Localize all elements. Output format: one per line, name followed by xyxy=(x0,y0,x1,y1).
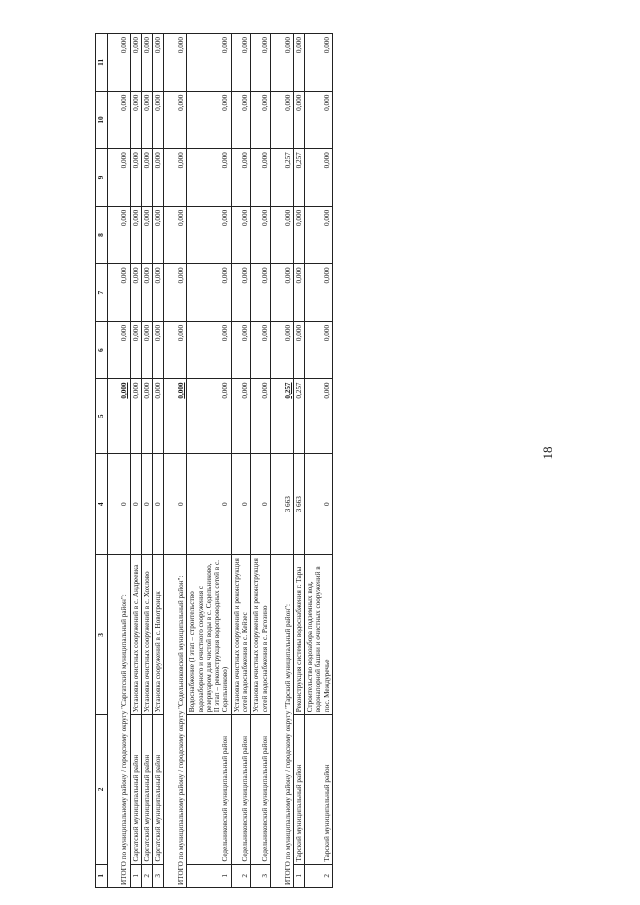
cell: 0,000 xyxy=(305,34,333,92)
table-row xyxy=(153,34,164,888)
cell: 0,000 xyxy=(153,149,164,207)
district-cell: Седельниковский муниципальный район xyxy=(231,715,251,864)
district-cell: Тарский муниципальный район xyxy=(305,715,333,864)
cell: 0,000 xyxy=(130,149,141,207)
total-label: ИТОГО по муниципальному району / городскому округу "Седельниковский муниципальный район": xyxy=(164,555,187,888)
row-index: 3 xyxy=(153,864,164,887)
cell: 0,000 xyxy=(164,379,187,454)
table-row xyxy=(141,34,152,888)
district-cell: Тарский муниципальный район xyxy=(293,715,304,864)
cell: 0,000 xyxy=(251,34,271,92)
cell: 0 xyxy=(107,454,130,555)
district-cell: Седельниковский муниципальный район xyxy=(187,715,231,864)
cell: 0,000 xyxy=(231,264,251,322)
row-index: 1 xyxy=(187,864,231,887)
column-header: 8 xyxy=(96,206,108,264)
column-header: 10 xyxy=(96,91,108,149)
cell: 0,000 xyxy=(164,34,187,92)
cell: 0,000 xyxy=(293,206,304,264)
cell: 0,000 xyxy=(107,34,130,92)
cell: 0,000 xyxy=(130,379,141,454)
cell: 0,000 xyxy=(231,34,251,92)
cell: 0,000 xyxy=(153,206,164,264)
table-row xyxy=(305,34,333,888)
cell: 0,000 xyxy=(231,379,251,454)
cell: 0,000 xyxy=(164,91,187,149)
cell: 0,000 xyxy=(187,206,231,264)
column-header: 4 xyxy=(96,454,108,555)
cell: 0,000 xyxy=(251,321,271,379)
cell: 0,000 xyxy=(231,149,251,207)
cell: 0,000 xyxy=(251,206,271,264)
column-header: 1 xyxy=(96,864,108,887)
cell: 0,000 xyxy=(270,321,293,379)
district-cell: Саргатский муниципальный район xyxy=(141,715,152,864)
object-cell: Установка очистных сооружений в с. Хохлово xyxy=(141,555,152,715)
object-cell: Установка очистных сооружений в с. Андреевка xyxy=(130,555,141,715)
cell: 0,000 xyxy=(130,321,141,379)
cell: 0,000 xyxy=(270,206,293,264)
object-cell: Установка очистных сооружений и реконструкция сетей водоснабжения в с. Кейзес xyxy=(231,555,251,715)
cell: 0 xyxy=(141,454,152,555)
column-header: 11 xyxy=(96,34,108,92)
cell: 0,000 xyxy=(231,321,251,379)
cell: 0,257 xyxy=(270,379,293,454)
cell: 0,000 xyxy=(305,379,333,454)
cell: 3 663 xyxy=(293,454,304,555)
column-header: 2 xyxy=(96,715,108,864)
cell: 0,000 xyxy=(251,379,271,454)
cell: 0,000 xyxy=(153,34,164,92)
row-index: 3 xyxy=(251,864,271,887)
cell: 0,000 xyxy=(187,264,231,322)
cell: 0,000 xyxy=(107,206,130,264)
cell: 0,000 xyxy=(141,264,152,322)
cell: 0,000 xyxy=(293,34,304,92)
row-index: 2 xyxy=(305,864,333,887)
cell: 0,000 xyxy=(141,321,152,379)
total-row xyxy=(107,34,130,888)
cell: 0 xyxy=(251,454,271,555)
cell: 0,000 xyxy=(187,149,231,207)
table-row xyxy=(130,34,141,888)
cell: 0,000 xyxy=(305,321,333,379)
cell: 0,000 xyxy=(141,206,152,264)
cell: 0,257 xyxy=(293,379,304,454)
object-cell: Реконструкция системы водоснабжения г. Тары xyxy=(293,555,304,715)
column-header: 5 xyxy=(96,379,108,454)
cell: 0,000 xyxy=(187,321,231,379)
cell: 0,000 xyxy=(107,264,130,322)
cell: 0,000 xyxy=(153,264,164,322)
cell: 0 xyxy=(187,454,231,555)
table-row xyxy=(293,34,304,888)
cell: 0,000 xyxy=(187,34,231,92)
cell: 0,000 xyxy=(251,149,271,207)
cell: 0,000 xyxy=(270,91,293,149)
cell: 0 xyxy=(153,454,164,555)
cell: 0,000 xyxy=(251,91,271,149)
cell: 0,000 xyxy=(231,206,251,264)
cell: 0,000 xyxy=(305,149,333,207)
district-cell: Саргатский муниципальный район xyxy=(153,715,164,864)
cell: 0,000 xyxy=(107,91,130,149)
column-header: 7 xyxy=(96,264,108,322)
object-cell: Установка очистных сооружений и реконструкция сетей водоснабжения в с. Рагозино xyxy=(251,555,271,715)
cell: 0,000 xyxy=(107,149,130,207)
object-cell: Установка сооружений в с. Новотроицк xyxy=(153,555,164,715)
cell: 0,000 xyxy=(153,379,164,454)
total-label: ИТОГО по муниципальному району / городскому округу "Тарский муниципальный район": xyxy=(270,555,293,888)
row-index: 1 xyxy=(293,864,304,887)
cell: 0 xyxy=(231,454,251,555)
table-row xyxy=(231,34,251,888)
cell: 0,000 xyxy=(107,379,130,454)
cell: 0 xyxy=(130,454,141,555)
cell: 0,000 xyxy=(305,91,333,149)
object-cell: Водоснабжение (I этап – строительство водозаборного и очистного сооружения с резервуаром для чистой воды в с. Седельниково, II этап – реконструкция водопроводных сетей в с. Седельниково) xyxy=(187,555,231,715)
cell: 0 xyxy=(305,454,333,555)
cell: 0,000 xyxy=(164,206,187,264)
data-table xyxy=(95,33,333,888)
total-row xyxy=(164,34,187,888)
cell: 0,000 xyxy=(251,264,271,322)
cell: 0,000 xyxy=(107,321,130,379)
cell: 0,000 xyxy=(130,264,141,322)
total-row xyxy=(270,34,293,888)
cell: 0,000 xyxy=(270,264,293,322)
cell: 0,000 xyxy=(141,379,152,454)
cell: 0,000 xyxy=(130,34,141,92)
cell: 0,000 xyxy=(305,206,333,264)
cell: 0 xyxy=(164,454,187,555)
column-header: 3 xyxy=(96,555,108,715)
cell: 0,257 xyxy=(270,149,293,207)
row-index: 2 xyxy=(141,864,152,887)
rotated-table-container xyxy=(95,33,333,888)
row-index: 1 xyxy=(130,864,141,887)
cell: 0,000 xyxy=(231,91,251,149)
row-index: 2 xyxy=(231,864,251,887)
cell: 0,000 xyxy=(293,264,304,322)
cell: 0,000 xyxy=(187,379,231,454)
cell: 0,000 xyxy=(305,264,333,322)
cell: 0,000 xyxy=(187,91,231,149)
cell: 0,000 xyxy=(141,34,152,92)
cell: 0,257 xyxy=(293,149,304,207)
cell: 0,000 xyxy=(153,321,164,379)
object-cell: Строительство водозабора подземных вод, водонапорной башни и очистных сооружений в пос. Междуречье xyxy=(305,555,333,715)
cell: 0,000 xyxy=(293,91,304,149)
column-header: 9 xyxy=(96,149,108,207)
table-row xyxy=(251,34,271,888)
cell: 0,000 xyxy=(153,91,164,149)
total-label: ИТОГО по муниципальному району / городскому округу "Саргатский муниципальный район": xyxy=(107,555,130,888)
cell: 0,000 xyxy=(164,264,187,322)
cell: 0,000 xyxy=(293,321,304,379)
cell: 0,000 xyxy=(164,149,187,207)
table-row xyxy=(187,34,231,888)
cell: 3 663 xyxy=(270,454,293,555)
page-number: 18 xyxy=(540,446,555,460)
cell: 0,000 xyxy=(270,34,293,92)
cell: 0,000 xyxy=(141,149,152,207)
district-cell: Седельниковский муниципальный район xyxy=(251,715,271,864)
cell: 0,000 xyxy=(141,91,152,149)
column-header: 6 xyxy=(96,321,108,379)
cell: 0,000 xyxy=(130,206,141,264)
district-cell: Саргатский муниципальный район xyxy=(130,715,141,864)
cell: 0,000 xyxy=(130,91,141,149)
cell: 0,000 xyxy=(164,321,187,379)
header-row xyxy=(96,34,108,888)
